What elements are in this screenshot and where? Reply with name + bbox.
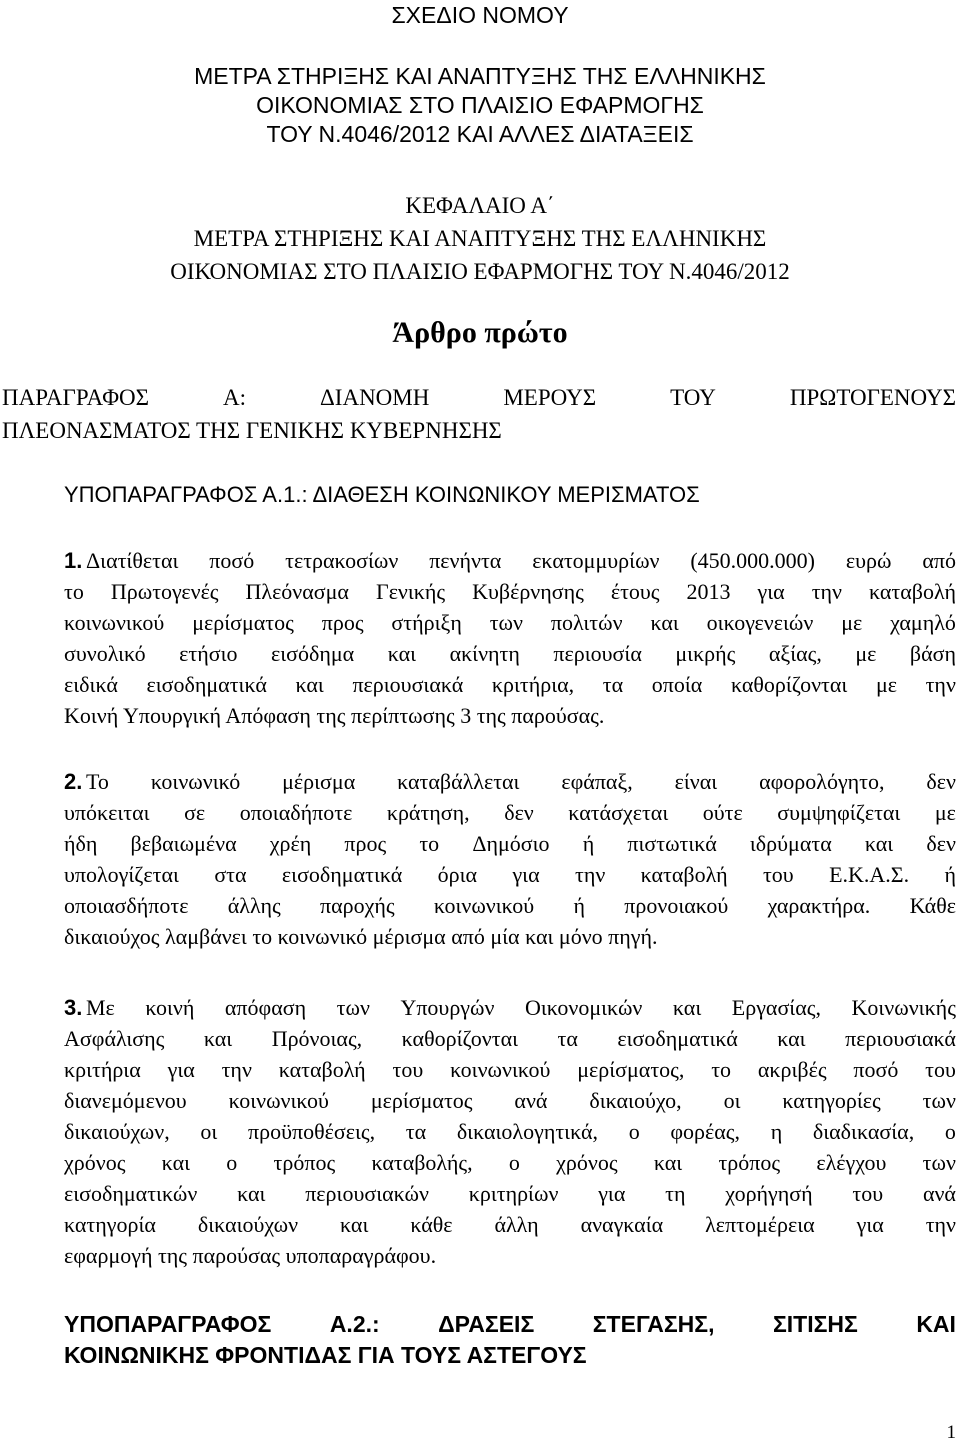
word: ανά: [922, 1181, 956, 1206]
word: κοινωνικού: [433, 893, 535, 918]
word: ούτε: [702, 800, 743, 825]
word: και: [672, 995, 702, 1020]
text-line: [64, 1085, 956, 1116]
word: ακριβές: [757, 1057, 827, 1082]
word: πολιτών: [550, 610, 623, 635]
word: δικαιούχο,: [589, 1088, 682, 1113]
word: Διατίθεται: [86, 548, 179, 573]
word: με: [934, 800, 956, 825]
word: ο: [508, 1150, 520, 1175]
word: προς: [321, 610, 364, 635]
word: ή: [582, 831, 595, 856]
word: Υπουργών: [400, 995, 495, 1020]
word: εισοδηματικά: [281, 862, 403, 887]
text-line: [64, 890, 956, 921]
word: χαρακτήρα.: [767, 893, 871, 918]
page-number: 1: [946, 1422, 956, 1443]
text-line: [64, 766, 956, 797]
word: οι: [723, 1088, 741, 1113]
word: την: [925, 672, 956, 697]
text-line: [64, 859, 956, 890]
chapter-title-line: ΜΕΤΡΑ ΣΤΗΡΙΞΗΣ ΚΑΙ ΑΝΑΠΤΥΞΗΣ ΤΗΣ ΕΛΛΗΝΙΚΗΣ: [193, 226, 767, 251]
word: την: [811, 579, 842, 604]
word: με: [841, 610, 863, 635]
word: κατηγορία: [64, 1212, 156, 1237]
word: του: [392, 1057, 424, 1082]
text-line: [64, 1054, 956, 1085]
text-line: [64, 1116, 956, 1147]
word: κριτηρίων: [468, 1181, 559, 1206]
heading-word: ΤΟΥ: [670, 385, 716, 410]
word: για: [167, 1057, 195, 1082]
word: χρόνος: [64, 1150, 126, 1175]
paragraph-heading: [2, 381, 956, 447]
word: για: [757, 579, 785, 604]
word: κοινωνικού: [228, 1088, 329, 1113]
main-heading-line: ΟΙΚΟΝΟΜΙΑΣ ΣΤΟ ΠΛΑΙΣΙΟ ΕΦΑΡΜΟΓΗΣ: [256, 92, 704, 118]
heading-word: ΜΕΡΟΥΣ: [503, 385, 597, 410]
word: δικαιολογητικά,: [456, 1119, 599, 1144]
word: για: [598, 1181, 626, 1206]
word: δεν: [504, 800, 534, 825]
word: κοινωνικού: [64, 610, 165, 635]
word: οποιασδήποτε: [64, 893, 189, 918]
word: οι: [200, 1119, 218, 1144]
heading-word: ΣΙΤΙΣΗΣ: [772, 1311, 858, 1337]
heading-word: ΣΤΕΓΑΣΗΣ,: [592, 1311, 715, 1337]
word: Κάθε: [909, 893, 956, 918]
word: η: [770, 1119, 783, 1144]
word: οποιαδήποτε: [239, 800, 353, 825]
word: ποσό: [209, 548, 255, 573]
word: μερίσματος,: [577, 1057, 685, 1082]
word: διαδικασία,: [812, 1119, 915, 1144]
item-number: 3.: [64, 995, 83, 1020]
word: στα: [214, 862, 247, 887]
item-text: [64, 992, 956, 1271]
subparagraph-a2-heading: [64, 1309, 956, 1371]
text-line: [64, 545, 956, 576]
heading-word: ΠΡΩΤΟΓΕΝΟΥΣ: [789, 385, 956, 410]
paragraph-heading-line: ΠΛΕΟΝΑΣΜΑΤΟΣ ΤΗΣ ΓΕΝΙΚΗΣ ΚΥΒΕΡΝΗΣΗΣ: [2, 418, 502, 443]
word: Πλεόνασμα: [245, 579, 349, 604]
word: προς: [344, 831, 387, 856]
word: και: [237, 1181, 266, 1206]
word: από: [922, 548, 956, 573]
word: 2013: [686, 579, 731, 604]
text-line: [64, 1178, 956, 1209]
item-text: [64, 766, 956, 952]
word: καθορίζονται: [401, 1026, 519, 1051]
word: Κυβέρνησης: [472, 579, 584, 604]
word: αφορολόγητο,: [759, 769, 885, 794]
word: λεπτομέρεια: [705, 1212, 815, 1237]
heading-word: ΚΑΙ: [916, 1311, 956, 1337]
word: αξίας,: [768, 641, 822, 666]
word: συμψηφίζεται: [777, 800, 901, 825]
text-line: εφαρμογή της παρούσας υποπαραγράφου.: [64, 1243, 437, 1268]
word: του: [852, 1181, 884, 1206]
word: δικαιούχων,: [64, 1119, 170, 1144]
heading-word: Α.2.:: [329, 1311, 380, 1337]
word: και: [777, 1026, 806, 1051]
text-line: [64, 992, 956, 1023]
word: ή: [573, 893, 585, 918]
word: Δημόσιο: [472, 831, 550, 856]
word: προνοιακού: [624, 893, 729, 918]
word: διανεμόμενου: [64, 1088, 187, 1113]
word: τετρακοσίων: [285, 548, 399, 573]
word: κράτηση,: [386, 800, 470, 825]
word: τα: [557, 1026, 578, 1051]
word: εισόδημα: [271, 641, 355, 666]
word: των: [336, 995, 370, 1020]
word: καταβολή: [868, 579, 956, 604]
word: παροχής: [319, 893, 395, 918]
word: μέρισμα: [282, 769, 356, 794]
word: ή: [944, 862, 956, 887]
word: καταβολή: [640, 862, 728, 887]
word: των: [489, 610, 523, 635]
word: δεν: [926, 831, 956, 856]
word: την: [925, 1212, 956, 1237]
word: για: [856, 1212, 884, 1237]
word: του: [762, 862, 794, 887]
heading-word: Α:: [223, 385, 247, 410]
word: Ε.Κ.Α.Σ.: [829, 862, 910, 887]
word: πιστωτικά: [627, 831, 717, 856]
word: φορέας,: [670, 1119, 741, 1144]
word: ετήσιο: [179, 641, 238, 666]
word: δικαιούχων: [197, 1212, 299, 1237]
text-line: Κοινή Υπουργική Απόφαση της περίπτωσης 3 της παρούσας.: [64, 703, 605, 728]
word: Ασφάλισης: [64, 1026, 165, 1051]
word: κοινωνικού: [450, 1057, 551, 1082]
word: βεβαιωμένα: [130, 831, 237, 856]
word: και: [295, 672, 324, 697]
word: απόφαση: [224, 995, 307, 1020]
word: Γενικής: [375, 579, 446, 604]
word: μερίσματος: [370, 1088, 473, 1113]
word: καταβάλλεται: [397, 769, 520, 794]
word: για: [512, 862, 540, 887]
heading-word: ΠΑΡΑΓΡΑΦΟΣ: [2, 385, 150, 410]
word: ο: [226, 1150, 238, 1175]
subparagraph-heading-line: ΚΟΙΝΩΝΙΚΗΣ ΦΡΟΝΤΙΔΑΣ ΓΙΑ ΤΟΥΣ ΑΣΤΕΓΟΥΣ: [64, 1342, 587, 1368]
word: δεν: [926, 769, 956, 794]
item-number: 2.: [64, 769, 83, 794]
word: ποσό: [853, 1057, 899, 1082]
item-text: [64, 545, 956, 731]
word: περιουσιακά: [845, 1026, 956, 1051]
word: και: [653, 1150, 683, 1175]
word: τρόπος: [273, 1150, 336, 1175]
text-line: [64, 1209, 956, 1240]
word: στήριξη: [391, 610, 462, 635]
word: υπολογίζεται: [64, 862, 179, 887]
word: μερίσματος: [192, 610, 294, 635]
heading-word: ΔΙΑΝΟΜΗ: [320, 385, 430, 410]
item-number: 1.: [64, 548, 83, 573]
word: χαμηλό: [890, 610, 956, 635]
word: ο: [628, 1119, 640, 1144]
word: καθορίζονται: [730, 672, 848, 697]
word: με: [875, 672, 897, 697]
word: εισοδηματικών: [64, 1181, 198, 1206]
word: ευρώ: [845, 548, 892, 573]
word: έτους: [610, 579, 660, 604]
heading-word: ΔΡΑΣΕΙΣ: [438, 1311, 535, 1337]
chapter-title-line: ΟΙΚΟΝΟΜΙΑΣ ΣΤΟ ΠΛΑΙΣΙΟ ΕΦΑΡΜΟΓΗΣ ΤΟΥ Ν.4046/2012: [170, 259, 790, 284]
word: οποία: [651, 672, 703, 697]
word: το: [419, 831, 440, 856]
word: αναγκαία: [580, 1212, 664, 1237]
word: Το: [86, 769, 109, 794]
word: κατηγορίες: [782, 1088, 881, 1113]
word: και: [864, 831, 894, 856]
word: χρόνος: [556, 1150, 618, 1175]
text-line-content: [86, 545, 956, 576]
word: Πρωτογενές: [110, 579, 219, 604]
word: ανά: [514, 1088, 548, 1113]
word: ήδη: [64, 831, 98, 856]
text-line: [64, 1023, 956, 1054]
chapter-label: ΚΕΦΑΛΑΙΟ Α΄: [405, 193, 555, 218]
text-line: [64, 797, 956, 828]
word: χρέη: [269, 831, 312, 856]
word: άλλης: [227, 893, 281, 918]
word: και: [161, 1150, 191, 1175]
word: κοινή: [145, 995, 195, 1020]
word: ελέγχου: [816, 1150, 887, 1175]
heading-word: ΥΠΟΠΑΡΑΓΡΑΦΟΣ: [64, 1311, 272, 1337]
word: όρια: [437, 862, 478, 887]
word: το: [64, 579, 84, 604]
word: το: [711, 1057, 732, 1082]
word: και: [203, 1026, 233, 1051]
word: τα: [405, 1119, 427, 1144]
word: πενήντα: [429, 548, 502, 573]
main-heading-line: ΤΟΥ Ν.4046/2012 ΚΑΙ ΑΛΛΕΣ ΔΙΑΤΑΞΕΙΣ: [266, 121, 694, 147]
word: βάση: [909, 641, 956, 666]
word: των: [922, 1088, 956, 1113]
law-main-heading: [0, 62, 960, 149]
text-line: δικαιούχος λαμβάνει το κοινωνικό μέρισμα από μία και μόνο πηγή.: [64, 924, 658, 949]
word: οικογενειών: [706, 610, 814, 635]
text-line: [64, 828, 956, 859]
word: την: [574, 862, 606, 887]
text-line: [64, 607, 956, 638]
word: και: [340, 1212, 369, 1237]
text-line: [64, 1147, 956, 1178]
text-line: [64, 638, 956, 669]
subparagraph-heading-line: [64, 1309, 956, 1340]
word: προϋποθέσεις,: [248, 1119, 376, 1144]
word: εφάπαξ,: [561, 769, 633, 794]
paragraph-heading-line: [2, 381, 956, 414]
word: κριτήρια,: [491, 672, 575, 697]
word: των: [922, 1150, 956, 1175]
word: ιδρύματα: [749, 831, 832, 856]
word: σε: [184, 800, 206, 825]
word: ο: [944, 1119, 956, 1144]
word: Κοινωνικής: [851, 995, 956, 1020]
subparagraph-a1-heading: ΥΠΟΠΑΡΑΓΡΑΦΟΣ Α.1.: ΔΙΑΘΕΣΗ ΚΟΙΝΩΝΙΚΟΥ ΜΕΡΙΣΜΑΤΟΣ: [64, 482, 700, 507]
word: και: [650, 610, 679, 635]
word: άλλη: [494, 1212, 539, 1237]
word: είναι: [674, 769, 718, 794]
word: περιουσιακών: [305, 1181, 429, 1206]
text-line-content: [86, 992, 956, 1023]
word: περιουσία: [553, 641, 642, 666]
word: ακίνητη: [449, 641, 520, 666]
main-heading-line: ΜΕΤΡΑ ΣΤΗΡΙΞΗΣ ΚΑΙ ΑΝΑΠΤΥΞΗΣ ΤΗΣ ΕΛΛΗΝΙΚΗΣ: [194, 63, 766, 89]
word: τη: [665, 1181, 686, 1206]
word: κάθε: [410, 1212, 453, 1237]
document-title: ΣΧΕΔΙΟ ΝΟΜΟΥ: [391, 2, 569, 28]
chapter-heading: [0, 189, 960, 288]
word: του: [925, 1057, 956, 1082]
word: κριτήρια: [64, 1057, 141, 1082]
word: καταβολή: [278, 1057, 366, 1082]
word: με: [855, 641, 877, 666]
word: Οικονομικών: [524, 995, 643, 1020]
word: κατάσχεται: [568, 800, 669, 825]
word: υπόκειται: [64, 800, 150, 825]
word: εκατομμυρίων: [532, 548, 660, 573]
word: συνολικό: [64, 641, 146, 666]
text-line: [64, 576, 956, 607]
word: χορήγησή: [725, 1181, 813, 1206]
word: μικρής: [675, 641, 736, 666]
word: την: [221, 1057, 252, 1082]
word: Με: [86, 995, 115, 1020]
text-line-content: [86, 766, 956, 797]
text-line: [64, 669, 956, 700]
article-heading: Άρθρο πρώτο: [392, 316, 568, 349]
word: εισοδηματικά: [617, 1026, 738, 1051]
word: εισοδηματικά: [146, 672, 267, 697]
word: κοινωνικό: [150, 769, 241, 794]
word: καταβολής,: [371, 1150, 473, 1175]
word: τρόπος: [718, 1150, 781, 1175]
word: και: [387, 641, 417, 666]
word: Πρόνοιας,: [271, 1026, 363, 1051]
word: (450.000.000): [690, 548, 816, 573]
word: τα: [602, 672, 624, 697]
word: ειδικά: [64, 672, 118, 697]
word: περιουσιακά: [352, 672, 464, 697]
word: Εργασίας,: [731, 995, 821, 1020]
